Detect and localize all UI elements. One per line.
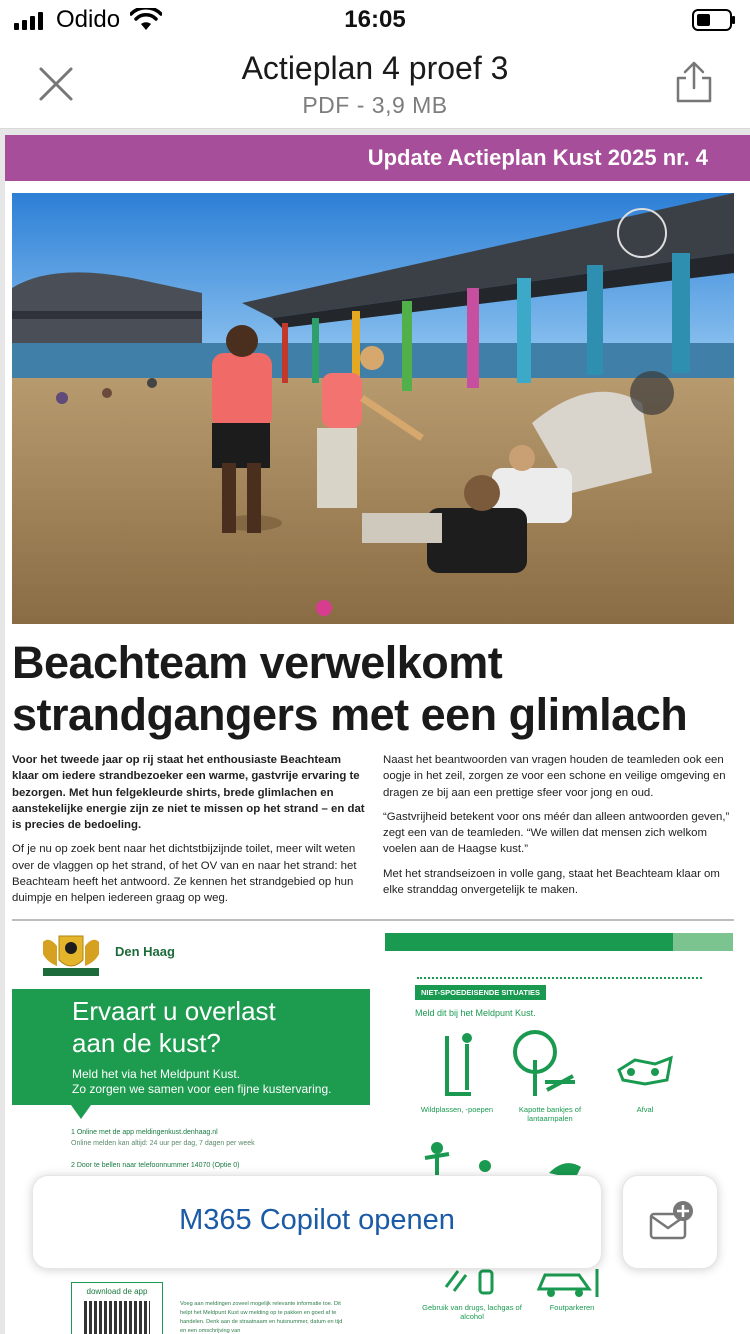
overlast-subtext-line-2: Zo zorgen we samen voor een fijne kustervaring.: [72, 1082, 332, 1096]
article-paragraph: Met het strandseizoen in volle gang, staat het Beachteam klaar om elke stranddag onvergetelijk te maken.: [383, 867, 720, 897]
flyer-stripe: [385, 933, 733, 951]
mail-add-button[interactable]: [622, 1175, 718, 1269]
afval-icon: [615, 1050, 675, 1090]
carrier-label: Odido: [56, 6, 121, 33]
activity-icon: [421, 1140, 501, 1180]
drugs-label: Gebruik van drugs, lachgas of alcohol: [422, 1303, 522, 1321]
dotted-divider: [417, 977, 702, 979]
overlast-subtext: [72, 1067, 331, 1097]
share-icon[interactable]: [672, 60, 716, 104]
parking-label: Foutparkeren: [549, 1303, 595, 1312]
overlast-subtext-line-1: Meld het via het Meldpunt Kust.: [72, 1067, 241, 1081]
step-2: 2 Door te bellen naar telefoonnummer 14070 (Optie 0): [71, 1162, 240, 1169]
headline-line-1: Beachteam verwelkomt: [12, 637, 503, 688]
den-haag-crest-icon: [39, 932, 103, 978]
article-headline: [12, 637, 742, 741]
status-bar: [0, 0, 750, 44]
article-column-left: [12, 752, 365, 915]
banner-title: Update Actieplan Kust 2025 nr. 4: [367, 145, 708, 170]
bench-label: Kapotte bankjes of lantaarnpalen: [518, 1105, 582, 1123]
battery-icon: [692, 9, 736, 31]
clock: 16:05: [344, 6, 406, 33]
den-haag-logo-text: Den Haag: [115, 944, 175, 959]
qr-code: [84, 1301, 150, 1334]
copilot-open-button[interactable]: [32, 1175, 602, 1269]
meld-instruction: Meld dit bij het Meldpunt Kust.: [415, 1008, 536, 1018]
headline-line-2: strandgangers met een glimlach: [12, 689, 688, 740]
document-title: Actieplan 4 proef 3: [241, 50, 509, 86]
overlast-box: [12, 989, 370, 1105]
stripe-fade: [673, 933, 733, 951]
app-download-label: download de app: [86, 1287, 148, 1296]
document-subtitle: PDF - 3,9 MB: [302, 92, 448, 118]
overlast-heading-line-1: Ervaart u overlast: [72, 996, 276, 1026]
copilot-open-label: M365 Copilot openen: [179, 1204, 455, 1236]
article-paragraph: Naast het beantwoorden van vragen houden de teamleden ook een oogje in het zeil, zorgen ze voor een schone en veilige omgeving en dragen ze bij aan een prettige sfeer voor jong en oud.: [383, 754, 726, 799]
wildplassen-icon: [437, 1030, 481, 1100]
afval-label: Afval: [636, 1105, 654, 1114]
article-column-right: [383, 752, 735, 906]
flyer-fine-print: Voeg aan meldingen zoveel mogelijk relevante informatie toe. Dit helpt het Meldpunt Kust uw melding op te pakken en goed af te handelen. Denk aan de straatnaam en huisnummer, datum en tijd en een omschrijving van: [180, 1301, 343, 1334]
pdf-page: [5, 135, 750, 1334]
report-steps: [71, 1127, 351, 1171]
article-paragraph: “Gastvrijheid betekent voor ons méér dan alleen antwoorden geven,” zegt een van de teamleden. “We willen dat mensen zich welkom voelen aan de Haagse kust.”: [383, 810, 730, 856]
overlast-heading-line-2: aan de kust?: [72, 1028, 221, 1058]
document-header: [0, 44, 750, 129]
section-divider: [12, 919, 734, 921]
mail-add-icon: [649, 1200, 693, 1244]
situations-tag: NIET-SPOEDEISENDE SITUATIES: [415, 985, 546, 1000]
box-pointer: [71, 1105, 91, 1119]
overlast-heading: [72, 995, 276, 1059]
beach-photo: [12, 193, 734, 624]
wildplassen-label: Wildplassen, -poepen: [420, 1105, 494, 1114]
article-paragraph: Of je nu op zoek bent naar het dichtstbijzijnde toilet, meer wilt weten over de vlaggen op het strand, of het OV van en naar het strand: het Beachteam heeft het antwoord. Ze kennen het strandgebied op hun duimpje en helpen iedereen graag op weg.: [12, 843, 357, 905]
step-1-detail: Online melden kan altijd: 24 uur per dag, 7 dagen per week: [71, 1140, 255, 1147]
car-icon: [535, 1265, 605, 1299]
app-download-box: [71, 1282, 163, 1334]
article-lead: Voor het tweede jaar op rij staat het enthousiaste Beachteam klaar om iedere strandbezoeker een warme, gastvrije ervaring te bezorgen. Met hun felgekleurde shirts, brede glimlachen en aanstekelijke energie zijn ze niet te missen op het strand – en dat is precies de bedoeling.: [12, 754, 365, 832]
bench-icon: [513, 1030, 583, 1100]
document-banner: [5, 135, 750, 181]
pdf-viewer[interactable]: [0, 129, 750, 1334]
step-1: 1 Online met de app meldingenkust.denhaag.nl: [71, 1129, 218, 1136]
